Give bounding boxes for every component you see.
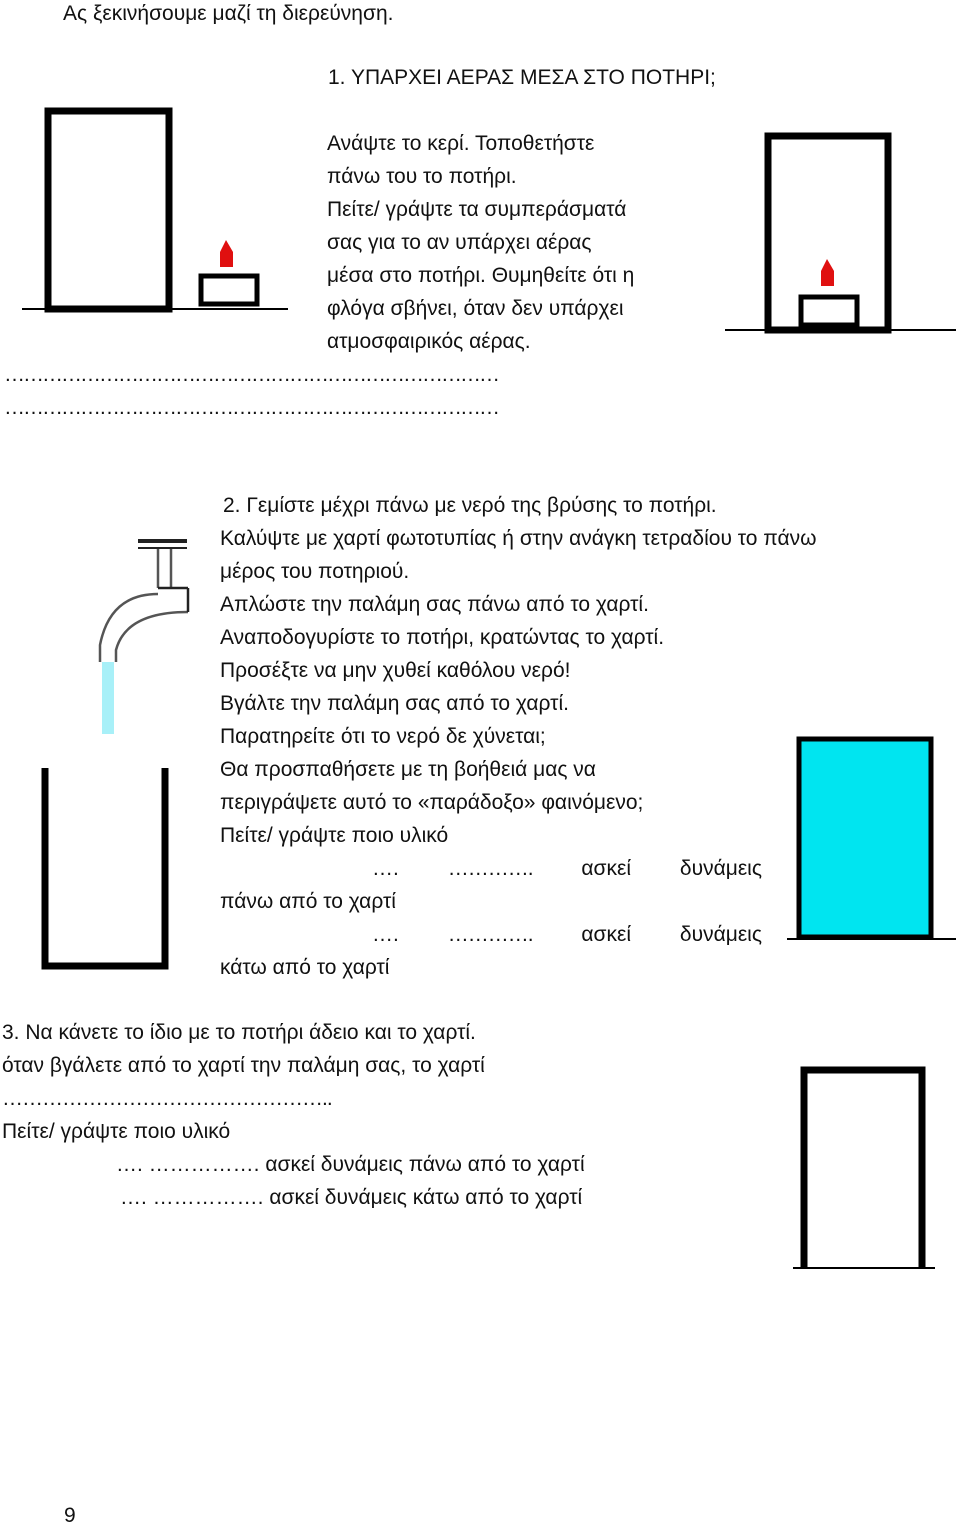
section-2-title: 2. Γεμίστε μέχρι πάνω με νερό της βρύσης το ποτήρι.: [223, 494, 717, 517]
glass-icon: [804, 1070, 922, 1268]
section-3-line: …. ……………. ασκεί δυνάμεις πάνω από το χαρτί: [116, 1153, 585, 1176]
section-3-line: όταν βγάλετε από το χαρτί την παλάμη σας, το χαρτί: [2, 1054, 485, 1077]
answer-dots: …………………………………………..: [2, 1087, 332, 1110]
section-1-title: 1. ΥΠΑΡΧΕΙ ΑΕΡΑΣ ΜΕΣΑ ΣΤΟ ΠΟΤΗΡΙ;: [328, 66, 716, 89]
candle-icon: [801, 297, 857, 325]
section-2-line: πάνω από το χαρτί: [220, 890, 396, 913]
section-1-line: πάνω του το ποτήρι.: [327, 165, 517, 188]
section-1-line: ατμοσφαιρικός αέρας.: [327, 330, 531, 353]
answer-dots: ……………………………………………………………………: [4, 396, 498, 419]
inverted-water-glass-figure: [787, 739, 956, 939]
glass-beside-candle-figure: [22, 111, 288, 309]
water-glass-icon: [799, 739, 931, 937]
section-3-line: …. ……………. ασκεί δυνάμεις κάτω από το χαρτί: [120, 1186, 583, 1209]
fill-in-text: ασκεί: [581, 857, 632, 880]
flame-icon: [821, 259, 834, 286]
answer-dots: ….: [372, 857, 399, 880]
section-2-line: Βγάλτε την παλάμη σας από το χαρτί.: [220, 692, 569, 715]
glass-icon: [45, 768, 165, 966]
glass-over-candle-figure: [725, 136, 956, 330]
section-1-line: Ανάψτε το κερί. Τοποθετήστε: [327, 132, 595, 155]
fill-in-line: [372, 855, 762, 883]
answer-dots: ….: [372, 923, 399, 946]
flame-icon: [220, 240, 233, 267]
fill-in-text: δυνάμεις: [679, 857, 762, 880]
tap-and-glass-figure: [45, 541, 188, 966]
tap-icon: [100, 541, 188, 662]
section-2-line: περιγράψετε αυτό το «παράδοξο» φαινόμενο;: [220, 791, 644, 814]
section-2-line: μέρος του ποτηριού.: [220, 560, 410, 583]
section-2-line: Προσέξτε να μην χυθεί καθόλου νερό!: [220, 659, 571, 682]
section-3-title: 3. Να κάνετε το ίδιο με το ποτήρι άδειο και το χαρτί.: [2, 1021, 476, 1044]
section-1-line: φλόγα σβήνει, όταν δεν υπάρχει: [327, 297, 624, 320]
intro-text: Ας ξεκινήσουμε μαζί τη διερεύνηση.: [63, 2, 394, 25]
glass-icon: [768, 136, 888, 330]
section-2-line: Πείτε/ γράψτε ποιο υλικό: [220, 824, 449, 847]
glass-icon: [48, 111, 169, 309]
fill-in-line: [372, 921, 762, 949]
section-1-line: Πείτε/ γράψτε τα συμπεράσματά: [327, 198, 627, 221]
section-2-line: Καλύψτε με χαρτί φωτοτυπίας ή στην ανάγκη τετραδίου το πάνω: [220, 527, 817, 550]
section-1-line: μέσα στο ποτήρι. Θυμηθείτε ότι η: [327, 264, 635, 287]
section-1-line: σας για το αν υπάρχει αέρας: [327, 231, 592, 254]
water-stream-icon: [102, 662, 114, 734]
section-2-line: Απλώστε την παλάμη σας πάνω από το χαρτί.: [220, 593, 649, 616]
answer-dots: ……………………………………………………………………: [4, 363, 498, 386]
fill-in-text: δυνάμεις: [679, 923, 762, 946]
answer-dots: ………….: [447, 857, 533, 880]
section-3-line: Πείτε/ γράψτε ποιο υλικό: [2, 1120, 231, 1143]
answer-dots: ………….: [447, 923, 533, 946]
page-number: 9: [64, 1504, 76, 1527]
section-2-line: κάτω από το χαρτί: [220, 956, 390, 979]
fill-in-text: ασκεί: [581, 923, 632, 946]
section-2-line: Αναποδογυρίστε το ποτήρι, κρατώντας το χαρτί.: [220, 626, 665, 649]
candle-icon: [201, 276, 257, 304]
section-2-line: Θα προσπαθήσετε με τη βοήθειά μας να: [220, 758, 596, 781]
section-2-line: Παρατηρείτε ότι το νερό δε χύνεται;: [220, 725, 546, 748]
inverted-empty-glass-figure: [793, 1070, 935, 1268]
